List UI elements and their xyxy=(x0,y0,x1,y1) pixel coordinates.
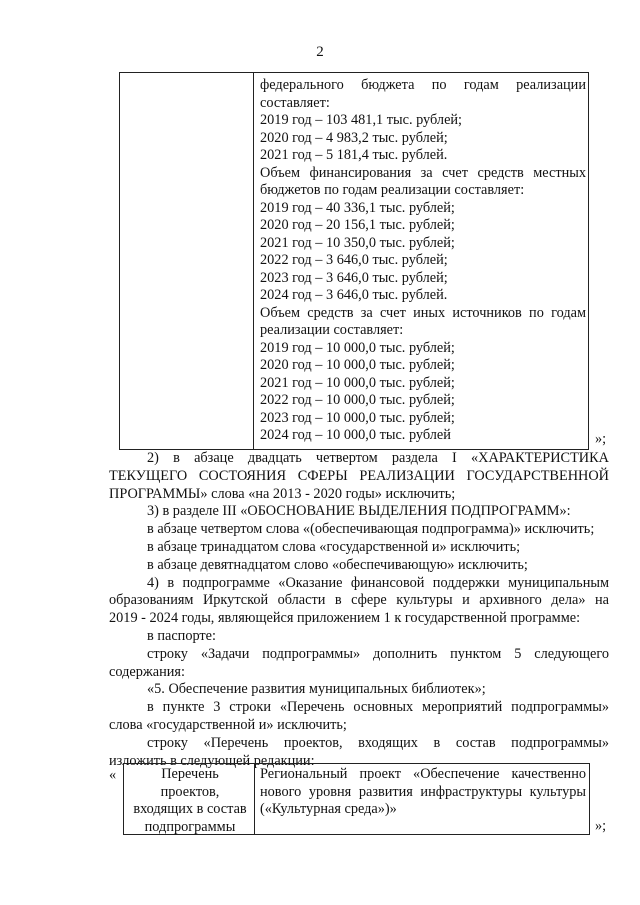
financing-line: Объем финансирования за счет средств местных xyxy=(260,164,586,181)
paragraph-tasks-line-2: содержания: xyxy=(109,663,185,680)
financing-line: 2021 год – 5 181,4 тыс. рублей. xyxy=(260,147,448,163)
paragraph-point-3-line-2: слова «государственной и» исключить; xyxy=(109,716,347,733)
closing-quote: »; xyxy=(595,431,607,447)
financing-line: 2023 год – 10 000,0 тыс. рублей; xyxy=(260,409,455,426)
paragraph-3-item-3: в абзаце девятнадцатом слово «обеспечивающую» исключить; xyxy=(147,556,528,573)
paragraph-4-line-2: образованиям Иркутской области в сфере культуры и архивного дела» на xyxy=(109,592,609,609)
closing-quote: »; xyxy=(595,818,607,834)
paragraph-point-3-line-1: в пункте 3 строки «Перечень основных мероприятий подпрограммы» xyxy=(147,699,609,716)
financing-line: 2022 год – 3 646,0 тыс. рублей; xyxy=(260,252,448,268)
financing-line: 2024 год – 3 646,0 тыс. рублей. xyxy=(260,287,448,303)
paragraph-tasks-line-1: строку «Задачи подпрограммы» дополнить пунктом 5 следующего xyxy=(147,645,609,662)
projects-table xyxy=(123,763,590,835)
paragraph-item-5: «5. Обеспечение развития муниципальных библиотек»; xyxy=(147,681,486,698)
financing-line: составляет: xyxy=(260,94,330,111)
table-column-divider xyxy=(253,73,254,449)
financing-table xyxy=(119,72,589,450)
paragraph-projects-line-1: строку «Перечень проектов, входящих в состав подпрограммы» xyxy=(147,734,609,751)
financing-line: 2024 год – 10 000,0 тыс. рублей xyxy=(260,427,451,443)
financing-line: 2020 год – 10 000,0 тыс. рублей; xyxy=(260,357,455,373)
paragraph-3-item-1: в абзаце четвертом слова «(обеспечивающая подпрограмма)» исключить; xyxy=(147,521,595,538)
paragraph-2-line-2: ТЕКУЩЕГО СОСТОЯНИЯ СФЕРЫ РЕАЛИЗАЦИИ ГОСУДАРСТВЕННОЙ xyxy=(109,467,609,484)
financing-line: 2019 год – 40 336,1 тыс. рублей; xyxy=(260,199,455,216)
passport-label: в паспорте: xyxy=(147,627,216,644)
financing-line: 2019 год – 103 481,1 тыс. рублей; xyxy=(260,112,463,128)
financing-line: 2020 год – 20 156,1 тыс. рублей; xyxy=(260,217,455,233)
opening-quote: « xyxy=(109,767,117,783)
paragraph-4-line-1: 4) в подпрограмме «Оказание финансовой поддержки муниципальным xyxy=(147,574,609,591)
financing-line: 2022 год – 10 000,0 тыс. рублей; xyxy=(260,392,455,408)
financing-line: 2021 год – 10 350,0 тыс. рублей; xyxy=(260,234,455,251)
financing-line: федерального бюджета по годам реализации xyxy=(260,77,586,93)
paragraph-3-item-2: в абзаце тринадцатом слова «государственной и» исключить; xyxy=(147,538,521,555)
page-number: 2 xyxy=(316,44,324,60)
financing-line: 2020 год – 4 983,2 тыс. рублей; xyxy=(260,129,448,146)
label-line: входящих в состав xyxy=(133,801,247,817)
paragraph-projects-line-2: изложить в следующей редакции: xyxy=(109,752,315,769)
financing-line: Объем средств за счет иных источников по годам xyxy=(260,304,586,321)
financing-line: 2023 год – 3 646,0 тыс. рублей; xyxy=(260,269,448,286)
document-body xyxy=(109,450,609,770)
financing-line: 2019 год – 10 000,0 тыс. рублей; xyxy=(260,339,455,356)
label-line: Перечень xyxy=(161,766,219,782)
paragraph-4-line-3: 2019 - 2024 годы, являющейся приложением 1 к государственной программе: xyxy=(109,610,581,627)
paragraph-2-line-1: 2) в абзаце двадцать четвертом раздела I «ХАРАКТЕРИСТИКА xyxy=(147,450,609,466)
label-line: подпрограммы xyxy=(144,818,236,835)
projects-row-label xyxy=(128,766,252,836)
paragraph-2-line-3: ПРОГРАММЫ» слова «на 2013 - 2020 годы» исключить; xyxy=(109,485,456,502)
financing-line: реализации составляет: xyxy=(260,322,404,338)
financing-text xyxy=(260,77,586,445)
paragraph-3: 3) в разделе III «ОБОСНОВАНИЕ ВЫДЕЛЕНИЯ ПОДПРОГРАММ»: xyxy=(147,503,571,520)
financing-line: 2021 год – 10 000,0 тыс. рублей; xyxy=(260,374,455,391)
projects-row-value: Региональный проект «Обеспечение качественно нового уровня развития инфраструктуры культуры («Культурная среда»)» xyxy=(260,766,586,817)
table-column-divider xyxy=(254,764,255,834)
label-line: проектов, xyxy=(160,783,220,800)
financing-line: бюджетов по годам реализации составляет: xyxy=(260,182,525,198)
